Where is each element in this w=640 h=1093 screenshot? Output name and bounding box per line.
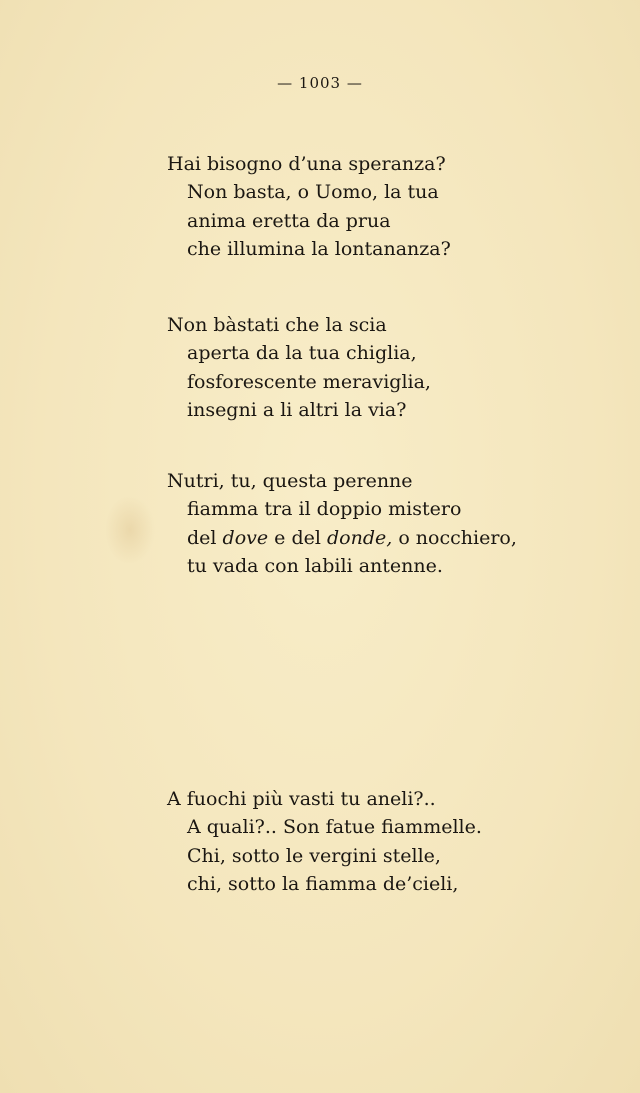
verse-line: Chi, sotto le vergini stelle, [187, 844, 441, 867]
verse-line: che illumina la lontananza? [187, 237, 451, 260]
stanza-4 [167, 785, 482, 898]
verse-text: del [187, 526, 223, 549]
verse-line: Non bàstati che la scia [167, 314, 387, 336]
verse-line-with-italics [167, 524, 517, 552]
verse-line: Hai bisogno d’una speranza? [167, 153, 446, 175]
italic-word: donde, [326, 526, 393, 549]
verse-text: o nocchiero, [392, 526, 517, 549]
verse-line: tu vada con labili antenne. [187, 554, 443, 577]
paper-stain [105, 495, 155, 565]
stanza-3 [167, 467, 517, 580]
verse-line: fosforescente meraviglia, [187, 370, 431, 393]
verse-line: insegni a li altri la via? [187, 398, 407, 421]
stanza-2 [167, 311, 431, 424]
page-number: — 1003 — [277, 74, 363, 92]
verse-line: Nutri, tu, questa perenne [167, 470, 413, 492]
verse-text: e del [268, 526, 327, 549]
verse-line: A quali?.. Son fatue fiammelle. [187, 816, 482, 839]
stanza-1 [167, 150, 451, 263]
verse-line: anima eretta da prua [187, 209, 391, 232]
verse-line: fiamma tra il doppio mistero [187, 498, 462, 521]
verse-line: aperta da la tua chiglia, [187, 342, 417, 365]
verse-line: Non basta, o Uomo, la tua [187, 181, 439, 204]
verse-line: A fuochi più vasti tu aneli?.. [167, 788, 436, 810]
verse-line: chi, sotto la fiamma de’cieli, [187, 872, 459, 895]
italic-word: dove [222, 526, 269, 549]
